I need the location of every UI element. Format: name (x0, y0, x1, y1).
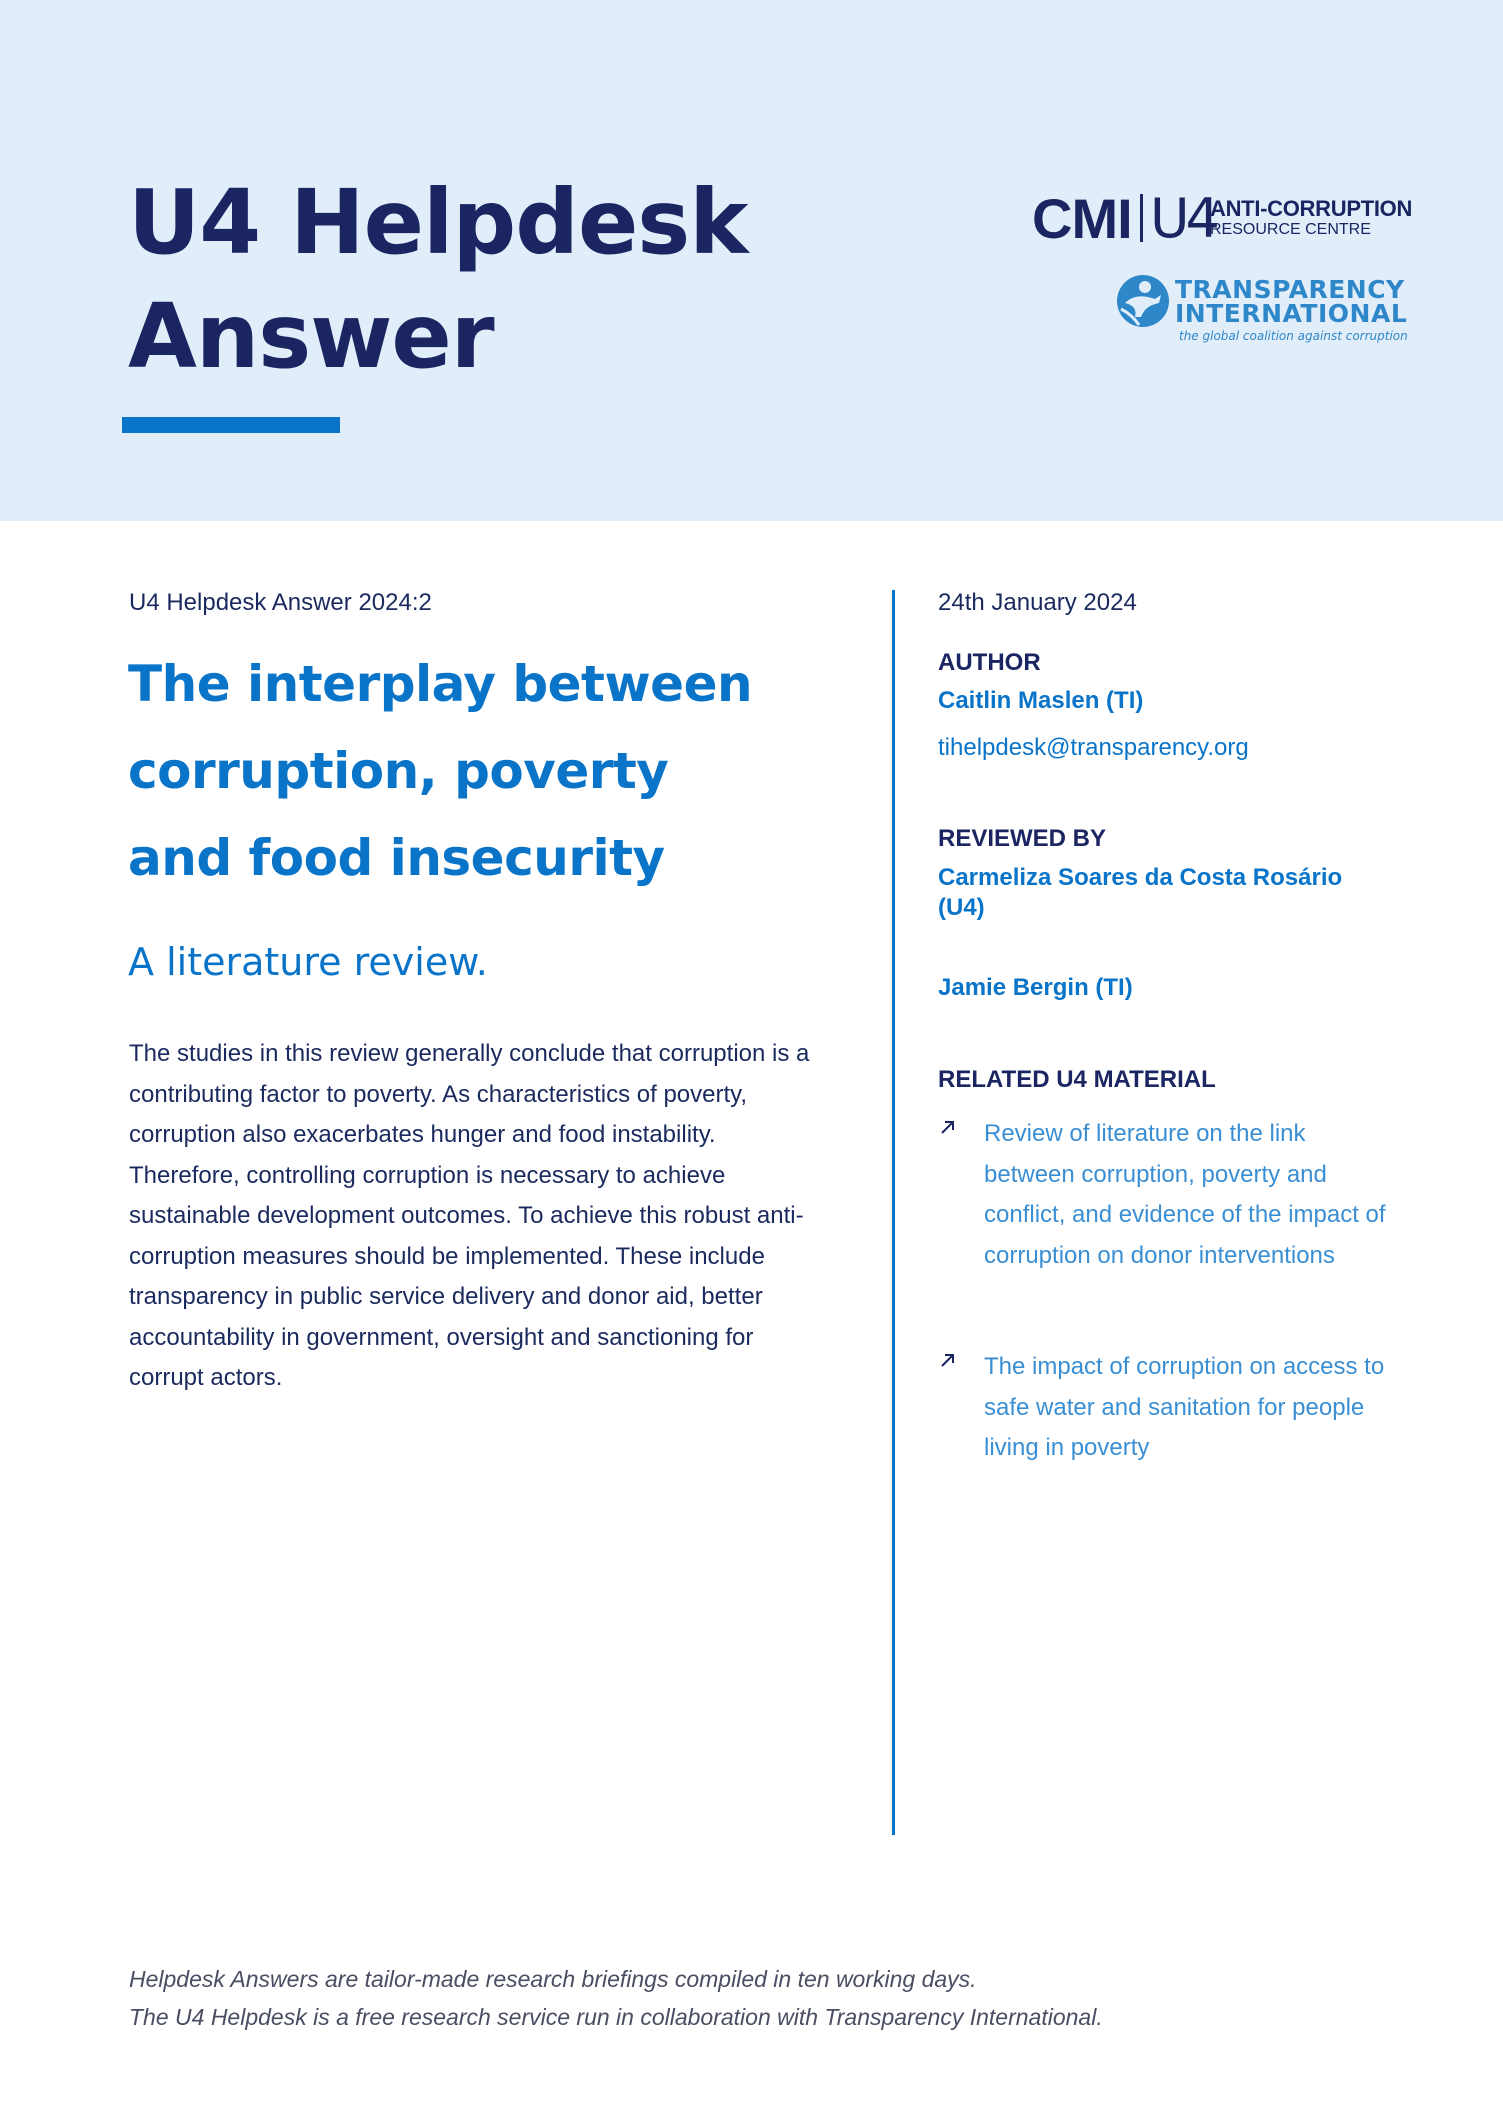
report-number: U4 Helpdesk Answer 2024:2 (129, 589, 432, 616)
summary-paragraph: The studies in this review generally conclude that corruption is a contributing factor to poverty. As characteristics of poverty, corruption also exacerbates hunger and food instability. Therefore, controlling corruption is necessary to achieve sustainable development outcomes. To achieve this robust anti-corruption measures should be implemented. These include transparency in public service delivery and donor aid, better accountability in government, oversight and sanctioning for corrupt actors. (129, 1040, 810, 1391)
related-link-text: The impact of corruption on access to safe water and sanitation for people living in poverty (984, 1353, 1385, 1461)
related-link-text: Review of literature on the link between corruption, poverty and conflict, and evidence of the impact of corruption on donor interventions (984, 1120, 1386, 1269)
reviewed-by-label: REVIEWED BY (938, 825, 1107, 852)
footer-note (129, 1960, 1103, 2036)
contact-email-link[interactable]: tihelpdesk@transparency.org (938, 734, 1249, 761)
document-title: The interplay between corruption, poverty and food insecurity (128, 655, 753, 887)
transparency-international-logo (1115, 273, 1408, 345)
cmi-logo-text: CMI (1032, 187, 1132, 250)
footer-line: The U4 Helpdesk is a free research service run in collaboration with Transparency International. (129, 2004, 1103, 2030)
page-title-line1: U4 Helpdesk (128, 170, 748, 274)
page-title (128, 165, 747, 393)
ti-logo-tagline: the global coalition against corruption (1179, 329, 1408, 343)
author-name: Caitlin Maslen (TI) (938, 687, 1144, 714)
column-divider (892, 590, 895, 1835)
title-accent-rule (122, 417, 340, 433)
ti-globe-icon (1115, 273, 1171, 329)
related-material-label: RELATED U4 MATERIAL (938, 1066, 1216, 1093)
document-subtitle: A literature review. (128, 940, 488, 984)
ti-logo-line2: INTERNATIONAL (1175, 299, 1408, 328)
reviewer-name: Carmeliza Soares da Costa Rosário (U4) (938, 864, 1343, 921)
reviewer-name: Jamie Bergin (TI) (938, 974, 1133, 1001)
resource-centre-label: RESOURCE CENTRE (1210, 221, 1371, 238)
u4-logo-mark: U4 (1150, 187, 1216, 250)
logo-divider (1140, 194, 1143, 242)
cmi-u4-logo (1032, 187, 1413, 250)
author-label: AUTHOR (938, 649, 1041, 676)
publication-date: 24th January 2024 (938, 589, 1137, 616)
external-link-arrow-icon (938, 1117, 958, 1137)
header-banner (0, 0, 1503, 521)
footer-line: Helpdesk Answers are tailor-made research briefings compiled in ten working days. (129, 1966, 977, 1992)
anti-corruption-label: ANTI-CORRUPTION (1210, 196, 1413, 221)
external-link-arrow-icon (938, 1350, 958, 1370)
ti-logo-line1: TRANSPARENCY (1175, 275, 1405, 304)
page-title-line2: Answer (128, 284, 494, 388)
